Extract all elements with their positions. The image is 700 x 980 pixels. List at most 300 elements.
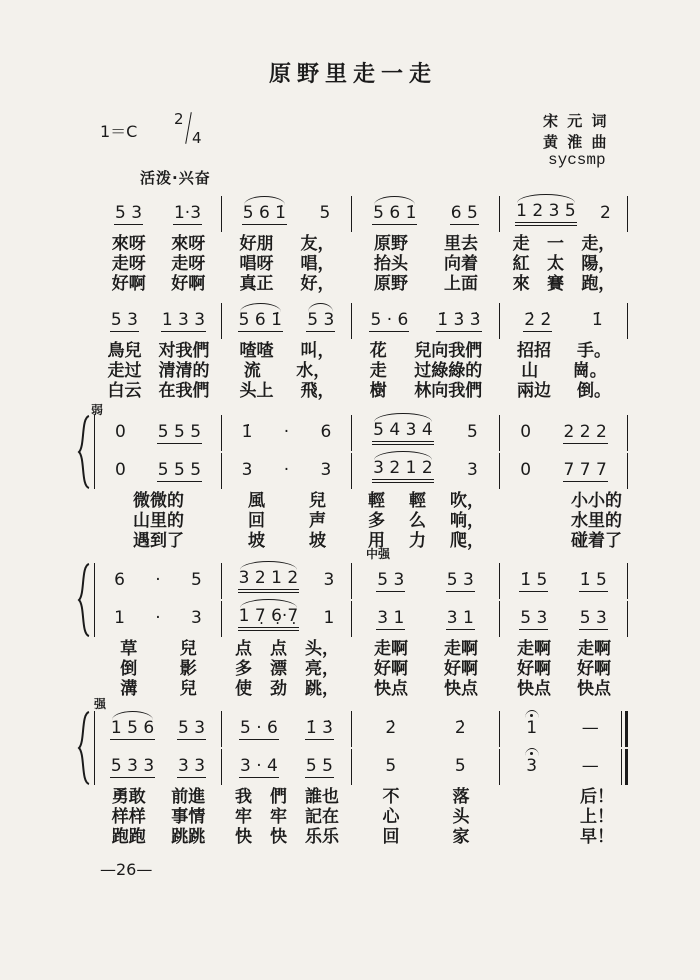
lyric-syllable: 回 [248, 511, 265, 531]
note-group: 6 5 [450, 202, 478, 223]
key-signature: 1＝C [100, 122, 138, 141]
fermata-note: 1 [526, 718, 538, 738]
lyric-syllable: 走啊 [444, 639, 478, 659]
lyric-measure-3 [352, 679, 500, 699]
lyric-measure-4 [500, 341, 628, 361]
lyric-syllable: 走过 [107, 361, 142, 381]
lyric-syllable: 上！ [580, 807, 614, 827]
staff-upper [95, 711, 628, 747]
lyricist-credit: 宋 元 词 [543, 112, 609, 130]
page-number: —26— [100, 860, 153, 879]
note-group: 3 2 1 2 [372, 459, 433, 483]
lyric-syllable: 流 [243, 361, 261, 381]
lyric-syllable: 走啊 [374, 639, 408, 659]
lyric-syllable: 用 [368, 531, 385, 551]
lyric-syllable: 走呀 [111, 254, 146, 274]
staff-lower [95, 453, 628, 489]
note-group: 3 1 [446, 607, 474, 628]
lyric-line-3 [95, 381, 628, 401]
note-group: 0 [520, 422, 532, 442]
lyric-syllable: 唱， [300, 254, 335, 274]
note-group: · [283, 460, 290, 480]
note-group: 5 3 3 [110, 755, 155, 776]
lyric-syllable: 亮， [305, 659, 339, 679]
lyric-syllable: 点 [235, 639, 252, 659]
note-group: 3 [323, 570, 335, 590]
lyric-syllable: 來呀 [111, 234, 146, 254]
lyric-measure-4 [500, 254, 628, 274]
lyric-syllable: 紅 [512, 254, 530, 274]
measure-4 [500, 563, 628, 599]
lyric-measure-1 [95, 531, 222, 551]
note-group: 1̇ 3̇ 3̇ [437, 309, 481, 330]
lyric-syllable: 抬头 [374, 254, 408, 274]
lyric-syllable: 吹， [450, 491, 484, 511]
lyric-line-2 [95, 254, 628, 274]
measure-4 [500, 601, 628, 637]
lyric-syllable: 前進 [171, 787, 206, 807]
fermata-note: 3 [526, 756, 538, 776]
note-group: 2̇ 2̇ [524, 309, 552, 330]
lyric-measure-2 [222, 274, 352, 294]
lyric-syllable: 走 [369, 361, 387, 381]
measure-1 [95, 563, 222, 599]
lyric-measure-2 [222, 341, 352, 361]
tempo-marking: 活泼·兴奋 [140, 169, 211, 187]
lyric-measure-1 [95, 639, 222, 659]
lyric-syllable: 喳喳 [239, 341, 274, 361]
note-group: 0 [114, 422, 126, 442]
lyric-syllable: 漂 [270, 659, 287, 679]
note-group: 5 3 [377, 569, 405, 590]
note-group: 1 [323, 608, 335, 628]
composer-credit: 黄 淮 曲 [543, 133, 609, 151]
lyric-measure-1 [95, 381, 222, 401]
lyric-syllable: 遇到了 [133, 531, 184, 551]
lyric-syllable: 爬， [450, 531, 484, 551]
measure-1 [95, 711, 222, 747]
lyric-syllable: 們 [270, 787, 287, 807]
lyric-syllable: 好啊 [374, 659, 408, 679]
lyric-syllable: 点 [270, 639, 287, 659]
lyric-syllable: 真正 [239, 274, 274, 294]
note-group: 2 2 2 [563, 421, 607, 442]
lyric-measure-2 [222, 531, 352, 551]
lyric-syllable: 來呀 [171, 234, 206, 254]
measure-3 [352, 711, 500, 747]
lyric-syllable: 花 [369, 341, 387, 361]
measure-1 [95, 749, 222, 785]
lyric-syllable: 小小的 [571, 491, 622, 511]
note-group: · [155, 608, 161, 628]
note-group: 5 [319, 203, 331, 223]
lyric-measure-1 [95, 827, 222, 847]
lyric-syllable: 样样 [111, 807, 146, 827]
lyric-line-3 [95, 274, 628, 294]
lyric-measure-4 [500, 274, 628, 294]
lyric-measure-2 [222, 381, 352, 401]
lyrics-block [95, 639, 628, 699]
lyric-syllable: 心 [382, 807, 400, 827]
lyric-syllable: 水， [296, 361, 331, 381]
measure-3 [352, 196, 500, 232]
lyric-syllable: 乐乐 [305, 827, 339, 847]
note-group: 1̇ [241, 422, 253, 442]
lyric-measure-3 [352, 341, 500, 361]
lyric-syllable: 影 [179, 659, 197, 679]
note-group: 5 4 3 4 [372, 421, 433, 445]
note-group: 1̇ 3̇ [305, 717, 333, 738]
note-group: · [283, 422, 290, 442]
lyric-measure-1 [95, 511, 222, 531]
note-group: 1̇ [591, 310, 603, 330]
lyric-syllable: 头， [305, 639, 339, 659]
lyric-syllable: 一 [546, 234, 564, 254]
note-group: 1 [114, 608, 125, 628]
measure-4 [500, 196, 628, 232]
lyric-measure-4 [500, 531, 628, 551]
note-group: 1 5 6 [110, 717, 155, 738]
lyric-measure-3 [352, 491, 500, 511]
lyric-line-2 [95, 361, 628, 381]
lyric-syllable: 里去 [444, 234, 478, 254]
note-group: 6 [320, 422, 332, 442]
lyric-syllable: 賽 [546, 274, 564, 294]
time-signature-denominator: 4 [192, 129, 202, 147]
lyric-measure-3 [352, 361, 500, 381]
measure-2 [222, 749, 352, 785]
lyric-line-2 [95, 807, 628, 827]
note-group: 2̇ [385, 718, 397, 738]
lyric-syllable: 友， [300, 234, 335, 254]
lyric-measure-1 [95, 491, 222, 511]
lyric-syllable: 風 [248, 491, 265, 511]
lyric-syllable: 跳跳 [171, 827, 206, 847]
note-group: 0 [114, 460, 126, 480]
note-group: 3 [320, 460, 332, 480]
lyric-line-1 [95, 341, 628, 361]
lyric-syllable: 好啊 [111, 274, 146, 294]
note-group: 2 [600, 203, 611, 223]
staff-group [95, 711, 628, 785]
lyric-syllable: 后！ [580, 787, 614, 807]
lyric-syllable: 倒。 [577, 381, 611, 401]
lyric-syllable: 对我們 [158, 341, 210, 361]
lyric-measure-3 [352, 787, 500, 807]
lyric-syllable: 牢 [235, 807, 252, 827]
dynamic-p: 弱 [91, 403, 104, 417]
measure-1 [95, 415, 222, 451]
lyric-measure-3 [352, 659, 500, 679]
lyric-line-2 [95, 511, 628, 531]
score-system-3 [95, 415, 628, 551]
lyric-measure-4 [500, 381, 628, 401]
measure-1 [95, 453, 222, 489]
note-group: 5 [191, 570, 202, 590]
lyric-syllable: 走， [581, 234, 616, 254]
lyric-syllable: 多 [368, 511, 385, 531]
staff [95, 196, 628, 232]
note-group: 5 [454, 756, 466, 776]
brace-icon [77, 711, 91, 785]
note-group: 5 3 [446, 569, 474, 590]
lyric-measure-1 [95, 679, 222, 699]
dynamic-f: 强 [94, 697, 107, 711]
lyric-measure-1 [95, 274, 222, 294]
song-title: 原野里走一走 [268, 62, 437, 87]
lyric-measure-3 [352, 511, 500, 531]
note-group: 5 6 1̇ [238, 309, 282, 330]
lyrics-block [95, 234, 628, 294]
lyric-measure-3 [352, 381, 500, 401]
score-system-5 [95, 711, 628, 847]
dynamic-mf: 中强 [366, 547, 391, 561]
lyric-syllable: 清清的 [158, 361, 210, 381]
measure-4 [500, 453, 628, 489]
lyric-line-3 [95, 531, 628, 551]
lyric-syllable: 快点 [577, 679, 611, 699]
lyric-syllable: 原野 [374, 274, 408, 294]
lyric-syllable: 太 [546, 254, 564, 274]
lyric-syllable: 落 [452, 787, 470, 807]
lyric-measure-3 [352, 827, 500, 847]
staff-group [95, 563, 628, 637]
lyric-measure-4 [500, 679, 628, 699]
lyric-syllable: 好啊 [517, 659, 551, 679]
lyric-syllable: 走啊 [577, 639, 611, 659]
note-group: 5 3 [178, 717, 206, 738]
lyric-measure-3 [352, 274, 500, 294]
measure-2 [222, 415, 352, 451]
lyric-measure-4 [500, 807, 628, 827]
lyric-syllable: 好啊 [444, 659, 478, 679]
lyric-syllable: 快点 [374, 679, 408, 699]
lyric-syllable: 不 [382, 787, 400, 807]
note-group: 5 3 [520, 607, 548, 628]
lyric-line-1 [95, 787, 628, 807]
measure-2 [222, 563, 352, 599]
lyric-measure-2 [222, 659, 352, 679]
lyric-syllable: 过綠綠的 [414, 361, 483, 381]
score-system-1 [95, 196, 628, 294]
note-group: 3 2 1 2 [238, 569, 299, 593]
measure-2 [222, 601, 352, 637]
lyric-syllable: 碰着了 [571, 531, 622, 551]
lyric-syllable: 陽， [581, 254, 616, 274]
lyric-measure-4 [500, 659, 628, 679]
lyric-measure-1 [95, 234, 222, 254]
lyric-syllable: 走 [512, 234, 530, 254]
lyric-syllable: 兩边 [517, 381, 551, 401]
lyric-syllable: 溝 [120, 679, 138, 699]
note-group: 1̇ 5 [520, 569, 548, 590]
lyric-syllable: 快 [235, 827, 252, 847]
note-group: 1·3 [173, 202, 202, 223]
lyric-line-3 [95, 679, 628, 699]
measure-3 [352, 453, 500, 489]
lyric-measure-2 [222, 807, 352, 827]
lyric-syllable: 兒 [309, 491, 326, 511]
lyric-syllable: 記在 [305, 807, 339, 827]
lyric-syllable: 山 [521, 361, 539, 381]
note-group: 1 2 3 5 [515, 202, 576, 226]
lyric-syllable: 响， [450, 511, 484, 531]
lyric-syllable: 头上 [239, 381, 274, 401]
measure-2 [222, 711, 352, 747]
note-group: 1 7̣ 6̣·7̣ [238, 607, 299, 631]
lyric-syllable: 事情 [171, 807, 206, 827]
lyric-syllable: 回 [382, 827, 400, 847]
lyric-measure-2 [222, 511, 352, 531]
note-group: 2̇ [454, 718, 466, 738]
lyric-syllable: 跑， [581, 274, 616, 294]
lyric-syllable: 兒向我們 [414, 341, 483, 361]
lyrics-block [95, 491, 628, 551]
lyric-measure-1 [95, 361, 222, 381]
lyric-syllable: 快点 [517, 679, 551, 699]
lyric-syllable: 手。 [577, 341, 611, 361]
lyric-syllable: 叫， [300, 341, 335, 361]
lyric-syllable: 坡 [309, 531, 326, 551]
measure-3 [352, 303, 500, 339]
note-group: 5 3 [110, 309, 138, 330]
lyric-measure-1 [95, 807, 222, 827]
lyric-line-1 [95, 491, 628, 511]
lyric-syllable: 林向我們 [414, 381, 483, 401]
lyric-syllable: 劲 [270, 679, 287, 699]
lyric-syllable: 好朋 [239, 234, 274, 254]
measure-4 [500, 303, 628, 339]
lyric-measure-3 [352, 639, 500, 659]
lyric-syllable: 倒 [120, 659, 138, 679]
lyric-syllable: 好， [300, 274, 335, 294]
note-group: 6 [114, 570, 125, 590]
lyric-syllable: 原野 [374, 234, 408, 254]
lyric-line-3 [95, 827, 628, 847]
time-signature-numerator: 2 [174, 110, 184, 128]
lyric-measure-2 [222, 254, 352, 274]
note-group: 5 6 1̇ [373, 202, 417, 223]
lyric-syllable: 使 [235, 679, 252, 699]
measure-3 [352, 415, 500, 451]
lyric-syllable: 快点 [444, 679, 478, 699]
lyric-measure-2 [222, 827, 352, 847]
lyric-measure-4 [500, 787, 628, 807]
staff-lower [95, 749, 628, 785]
lyric-line-2 [95, 659, 628, 679]
score-system-4 [95, 563, 628, 699]
lyric-syllable: 崗。 [572, 361, 607, 381]
measure-1 [95, 601, 222, 637]
lyric-syllable: 輕 [409, 491, 426, 511]
note-group: — [581, 718, 599, 738]
lyric-syllable: 坡 [248, 531, 265, 551]
note-group: 3 [191, 608, 202, 628]
lyric-measure-2 [222, 234, 352, 254]
note-group: 5 5 5 [157, 421, 202, 442]
lyric-syllable: 我 [235, 787, 252, 807]
lyric-measure-4 [500, 511, 628, 531]
lyric-syllable: 家 [452, 827, 470, 847]
measure-4 [500, 415, 628, 451]
note-group: · [155, 570, 161, 590]
lyric-syllable: 头 [452, 807, 470, 827]
lyric-measure-2 [222, 361, 352, 381]
lyric-syllable: 力 [409, 531, 426, 551]
lyric-measure-2 [222, 787, 352, 807]
note-group: 3 [467, 460, 478, 480]
note-group: 5 [467, 422, 478, 442]
lyric-syllable: 來 [512, 274, 530, 294]
note-group: 5 3 [114, 202, 143, 223]
note-group: 5 3 [307, 309, 335, 330]
note-group: 3 3 [178, 755, 206, 776]
note-group: 1 3 3 [161, 309, 206, 330]
lyric-syllable: 上面 [444, 274, 478, 294]
staff-group [95, 303, 628, 339]
measure-3 [352, 563, 500, 599]
lyric-syllable: 跳， [305, 679, 339, 699]
lyric-syllable: 向着 [444, 254, 478, 274]
lyric-syllable: 鳥兒 [107, 341, 142, 361]
lyric-syllable: 兒 [179, 639, 197, 659]
lyric-syllable: 微微的 [133, 491, 184, 511]
lyric-measure-4 [500, 827, 628, 847]
note-group: 5 6 1̇ [242, 202, 286, 223]
lyric-measure-3 [352, 254, 500, 274]
brace-icon [77, 415, 91, 489]
lyric-syllable: 声 [309, 511, 326, 531]
lyrics-block [95, 787, 628, 847]
measure-2 [222, 303, 352, 339]
lyric-syllable: 牢 [270, 807, 287, 827]
note-group: 5 [385, 756, 397, 776]
lyric-measure-4 [500, 234, 628, 254]
staff-group [95, 415, 628, 489]
lyric-syllable: 勇敢 [111, 787, 146, 807]
staff [95, 303, 628, 339]
note-group: 7 7 7 [563, 459, 607, 480]
lyric-measure-1 [95, 787, 222, 807]
measure-4 [500, 711, 628, 747]
lyric-syllable: 山里的 [133, 511, 184, 531]
note-group: 5 5 5 [157, 459, 202, 480]
lyric-syllable: 么 [409, 511, 426, 531]
note-group: 5 · 6 [370, 309, 409, 330]
note-group: 3 [241, 460, 253, 480]
lyric-syllable: 好啊 [577, 659, 611, 679]
lyric-syllable: 唱呀 [239, 254, 274, 274]
lyric-measure-1 [95, 659, 222, 679]
lyric-measure-4 [500, 639, 628, 659]
staff-group [95, 196, 628, 232]
lyric-syllable: 好啊 [171, 274, 206, 294]
measure-3 [352, 749, 500, 785]
staff-upper [95, 563, 628, 599]
lyric-syllable: 走呀 [171, 254, 206, 274]
lyric-syllable: 早！ [580, 827, 614, 847]
measure-3 [352, 601, 500, 637]
note-group: 0 [520, 460, 532, 480]
lyric-measure-4 [500, 491, 628, 511]
lyric-measure-1 [95, 341, 222, 361]
lyrics-block [95, 341, 628, 401]
staff-lower [95, 601, 628, 637]
lyric-line-1 [95, 639, 628, 659]
lyric-syllable: 兒 [179, 679, 197, 699]
note-group: 5 · 6 [240, 717, 278, 738]
lyric-measure-4 [500, 361, 628, 381]
